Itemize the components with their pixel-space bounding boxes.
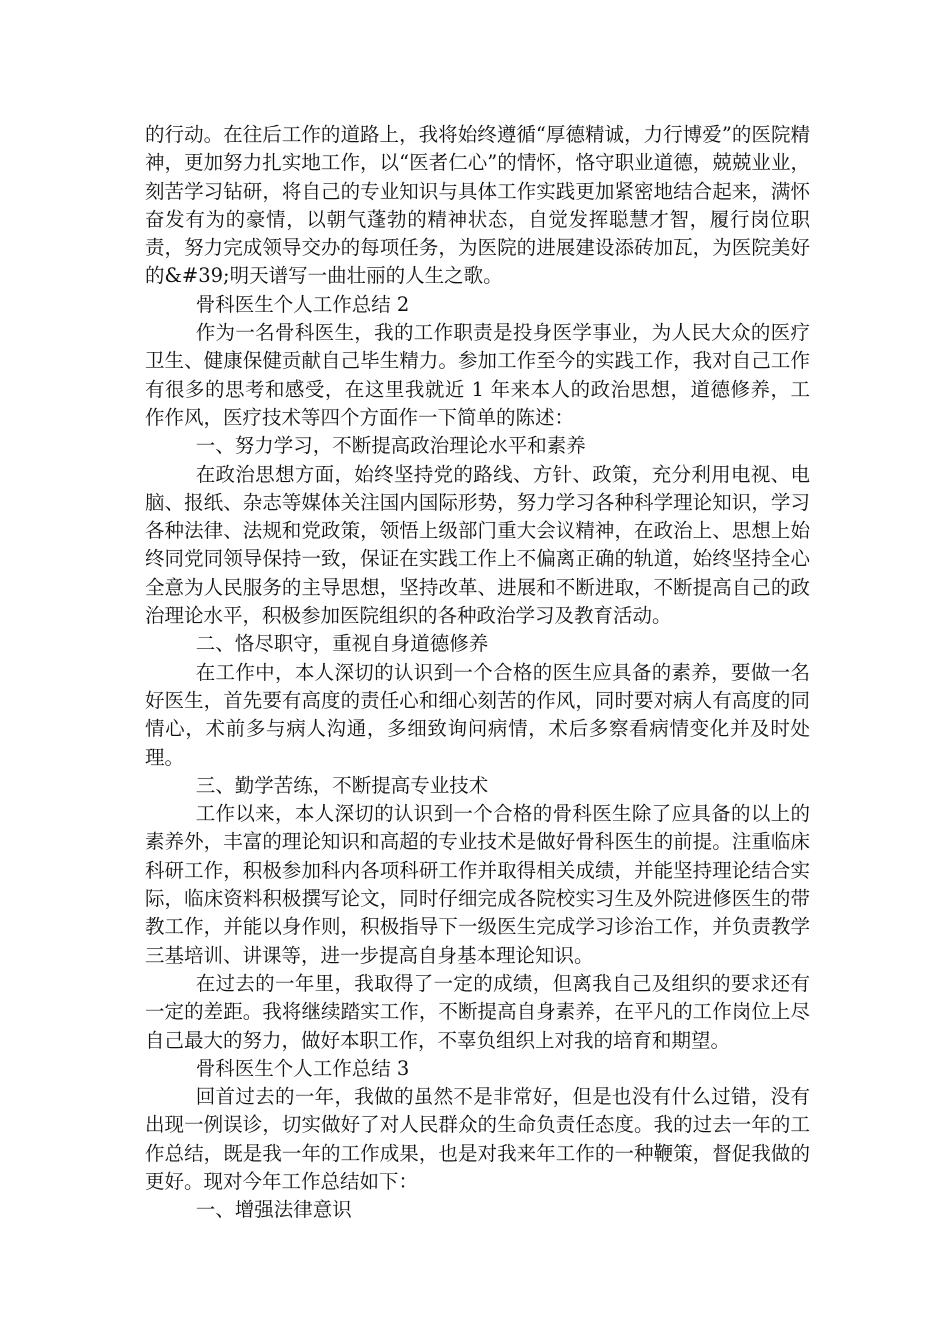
paragraph-continuation: 的行动。在往后工作的道路上，我将始终遵循“厚德精诚，力行博爱”的医院精神，更加努力扎实地工作，以“医者仁心”的情怀，恪守职业道德，兢兢业业，刻苦学习钻研，将自己的专业知识与具体工作实践更加紧密地结合起来，满怀奋发有为的豪情，以朝气蓬勃的精神状态，自觉发挥聪慧才智，履行岗位职责，努力完成领导交办的每项任务，为医院的进展建设添砖加瓦，为医院美好的&#39;明天谱写一曲壮丽的人生之歌。 — [145, 123, 810, 288]
heading-skills: 三、勤学苦练，不断提高专业技术 — [195, 773, 489, 797]
document-body — [145, 121, 810, 1225]
paragraph-duty: 在工作中，本人深切的认识到一个合格的医生应具备的素养，要做一名好医生，首先要有高度的责任心和细心刻苦的作风，同时要对病人有高度的同情心，术前多与病人沟通，多细致询问病情，术后多察看病情变化并及时处理。 — [145, 660, 810, 769]
section-title-2: 骨科医生个人工作总结 2 — [195, 292, 410, 316]
heading-law: 一、增强法律意识 — [195, 1198, 352, 1222]
paragraph-summary: 在过去的一年里，我取得了一定的成绩，但离我自己及组织的要求还有一定的差距。我将继续踏实工作，不断提高自身素养，在平凡的工作岗位上尽自己最大的努力，做好本职工作，不辜负组织上对我的培育和期望。 — [145, 971, 810, 1052]
paragraph-politics: 在政治思想方面，始终坚持党的路线、方针、政策，充分利用电视、电脑、报纸、杂志等媒体关注国内国际形势，努力学习各种科学理论知识，学习各种法律、法规和党政策，领悟上级部门重大会议精神，在政治上、思想上始终同党同领导保持一致，保证在实践工作上不偏离正确的轨道，始终坚持全心全意为人民服务的主导思想，坚持改革、进展和不断进取，不断提高自己的政治理论水平，积极参加医院组织的各种政治学习及教育活动。 — [145, 462, 810, 628]
paragraph-intro: 作为一名骨科医生，我的工作职责是投身医学事业，为人民大众的医疗卫生、健康保健贡献自己毕生精力。参加工作至今的实践工作，我对自己工作有很多的思考和感受，在这里我就近 1 年来本人的政治思想，道德修养，工作作风，医疗技术等四个方面作一下简单的陈述： — [145, 321, 810, 429]
heading-study: 一、努力学习，不断提高政治理论水平和素养 — [195, 434, 586, 458]
paragraph-review: 回首过去的一年，我做的虽然不是非常好，但是也没有什么过错，没有出现一例误诊，切实做好了对人民群众的生命负责任态度。我的过去一年的工作总结，既是我一年的工作成果，也是对我来年工作的一种鞭策，督促我做的更好。现对今年工作总结如下： — [145, 1085, 810, 1193]
paragraph-skills: 工作以来，本人深切的认识到一个合格的骨科医生除了应具备的以上的素养外，丰富的理论知识和高超的专业技术是做好骨科医生的前提。注重临床科研工作，积极参加科内各项科研工作并取得相关成绩，并能坚持理论结合实际，临床资料积极撰写论文，同时仔细完成各院校实习生及外院进修医生的带教工作，并能以身作则，积极指导下一级医生完成学习诊治工作，并负责教学三基培训、讲课等，进一步提高自身基本理论知识。 — [145, 802, 810, 967]
heading-duty: 二、恪尽职守，重视自身道德修养 — [195, 632, 489, 656]
section-title-3: 骨科医生个人工作总结 3 — [195, 1056, 410, 1080]
